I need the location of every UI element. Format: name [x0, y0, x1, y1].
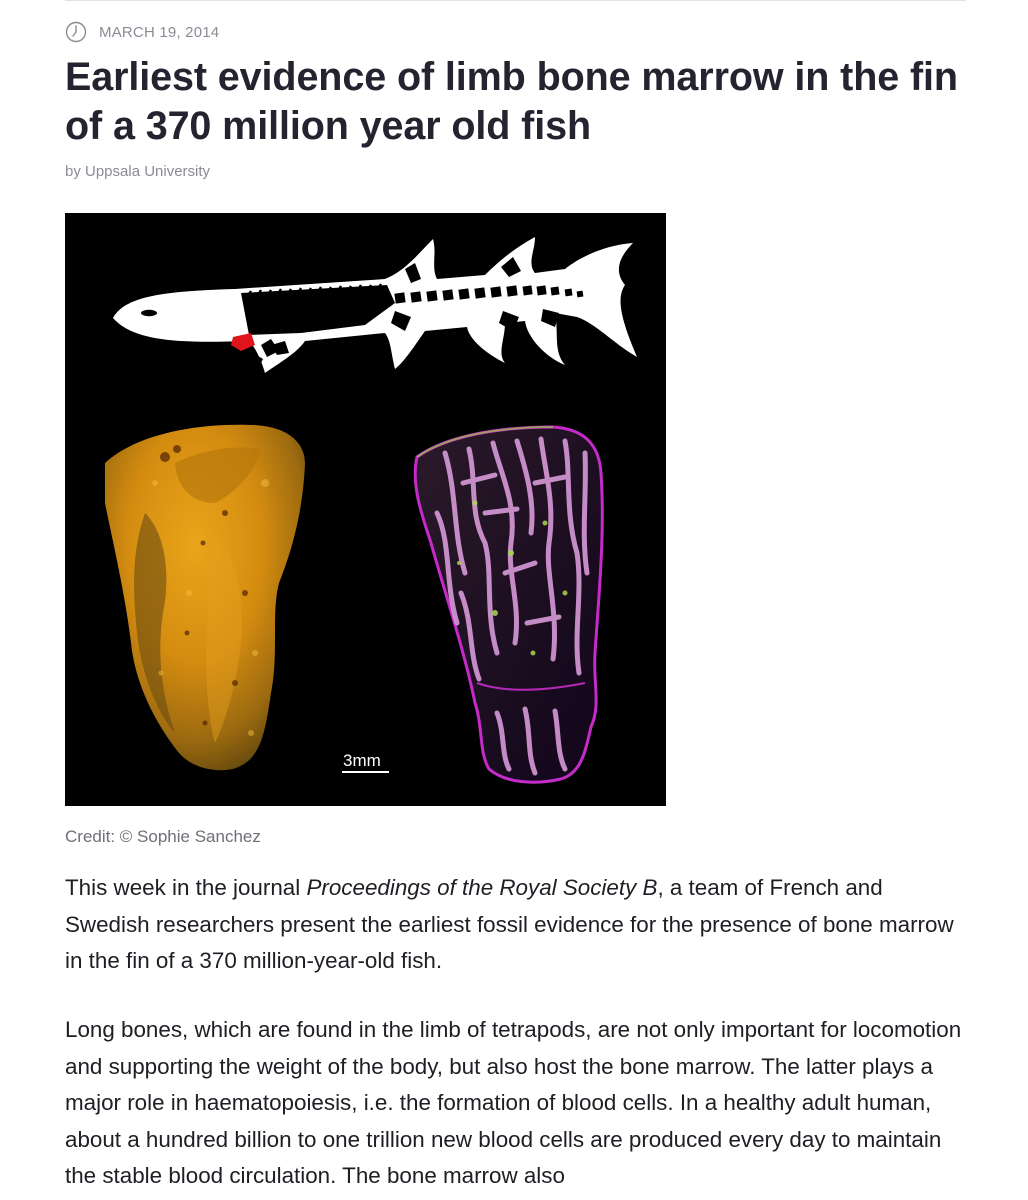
- paragraph-1-rest: , a team of French and Swedish researchers present the earliest fossil evidence for the presence of bone marrow in the fin of a 370 million-year-old fish.: [65, 875, 954, 974]
- dateline: [65, 21, 219, 43]
- top-divider: [65, 0, 966, 1]
- paragraph-1-lead: This week in the journal: [65, 875, 307, 900]
- article-paragraph-1: [65, 870, 970, 980]
- journal-name: Proceedings of the Royal Society B: [306, 875, 658, 900]
- scale-bar: [342, 751, 389, 772]
- fossil-fin-image: [65, 213, 666, 806]
- article-figure[interactable]: [65, 213, 666, 806]
- publish-date: MARCH 19, 2014: [99, 23, 220, 41]
- bone-surface-render: [105, 425, 305, 770]
- fish-silhouette: [113, 237, 637, 373]
- image-credit: Credit: © Sophie Sanchez: [65, 827, 261, 846]
- bone-marrow-render: [415, 427, 602, 782]
- article-paragraph-2: Long bones, which are found in the limb of tetrapods, are not only important for locomotion and supporting the weight of the body, but also host the bone marrow. The latter plays a major role in haematopoiesis, i.e. the formation of blood cells. In a healthy adult human, about a hundred billion to one trillion new blood cells are produced every day to maintain the stable blood circulation. The bone marrow also: [65, 1017, 962, 1189]
- article-title: Earliest evidence of limb bone marrow in the fin of a 370 million year old fish: [65, 55, 958, 148]
- scale-label: 3mm: [343, 751, 381, 770]
- clock-icon: [65, 21, 87, 43]
- article-byline: by Uppsala University: [65, 163, 211, 180]
